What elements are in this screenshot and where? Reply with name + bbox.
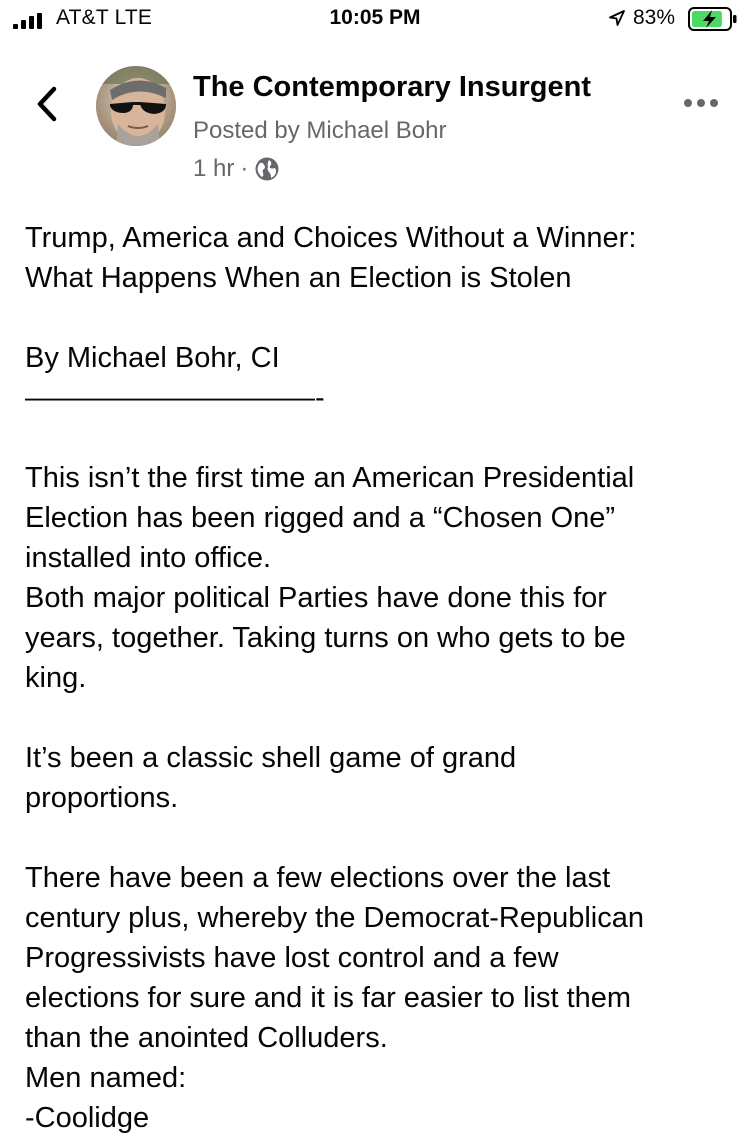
location-arrow-icon [608,9,626,27]
post-body-line: There have been a few elections over the last [25,862,611,894]
carrier-label: AT&T LTE [56,6,153,29]
battery-percent: 83% [633,6,676,29]
post-body-line: Election has been rigged and a “Chosen One” [25,502,616,534]
paragraph-gap [25,418,737,458]
post-body-line: king. [25,662,87,694]
post-body-line: proportions. [25,782,179,814]
post-body-line: It’s been a classic shell game of grand [25,742,517,774]
post-body-line: This isn’t the first time an American Presidential [25,462,635,494]
paragraph-gap [25,818,737,858]
page-name[interactable]: The Contemporary Insurgent [193,71,591,103]
battery-charging-icon [688,6,738,32]
post-body-line: Both major political Parties have done this for [25,582,607,614]
post-body-line: Men named: [25,1062,187,1094]
post-body-line: installed into office. [25,542,272,574]
more-dots-icon [684,99,718,107]
post-body-line: elections for sure and it is far easier to list them [25,982,632,1014]
post-body-line: What Happens When an Election is Stolen [25,262,572,294]
clock: 10:05 PM [329,6,421,29]
paragraph-gap [25,298,737,338]
post-body-line: By Michael Bohr, CI [25,342,280,374]
post-body-line: century plus, whereby the Democrat-Republican [25,902,644,934]
post-body-line: -Coolidge [25,1102,150,1134]
post-meta [193,153,280,185]
post-body-line: than the anointed Colluders. [25,1022,388,1054]
paragraph-gap [25,698,737,738]
globe-icon [254,156,280,182]
posted-by[interactable]: Posted by Michael Bohr [193,117,447,144]
status-bar [0,0,750,40]
back-button[interactable] [30,84,66,124]
post-body-line: Progressivists have lost control and a few [25,942,559,974]
post-body [25,218,737,1138]
meta-separator: · [240,155,249,182]
chevron-left-icon [40,89,54,119]
profile-photo [96,66,176,146]
post-body-line: Trump, America and Choices Without a Winner: [25,222,637,254]
post-body-line: years, together. Taking turns on who gets to be [25,622,626,654]
more-options-button[interactable] [683,96,719,110]
avatar[interactable] [96,66,176,146]
post-body-line: ——————————- [25,382,325,414]
post-time[interactable]: 1 hr [193,155,235,182]
